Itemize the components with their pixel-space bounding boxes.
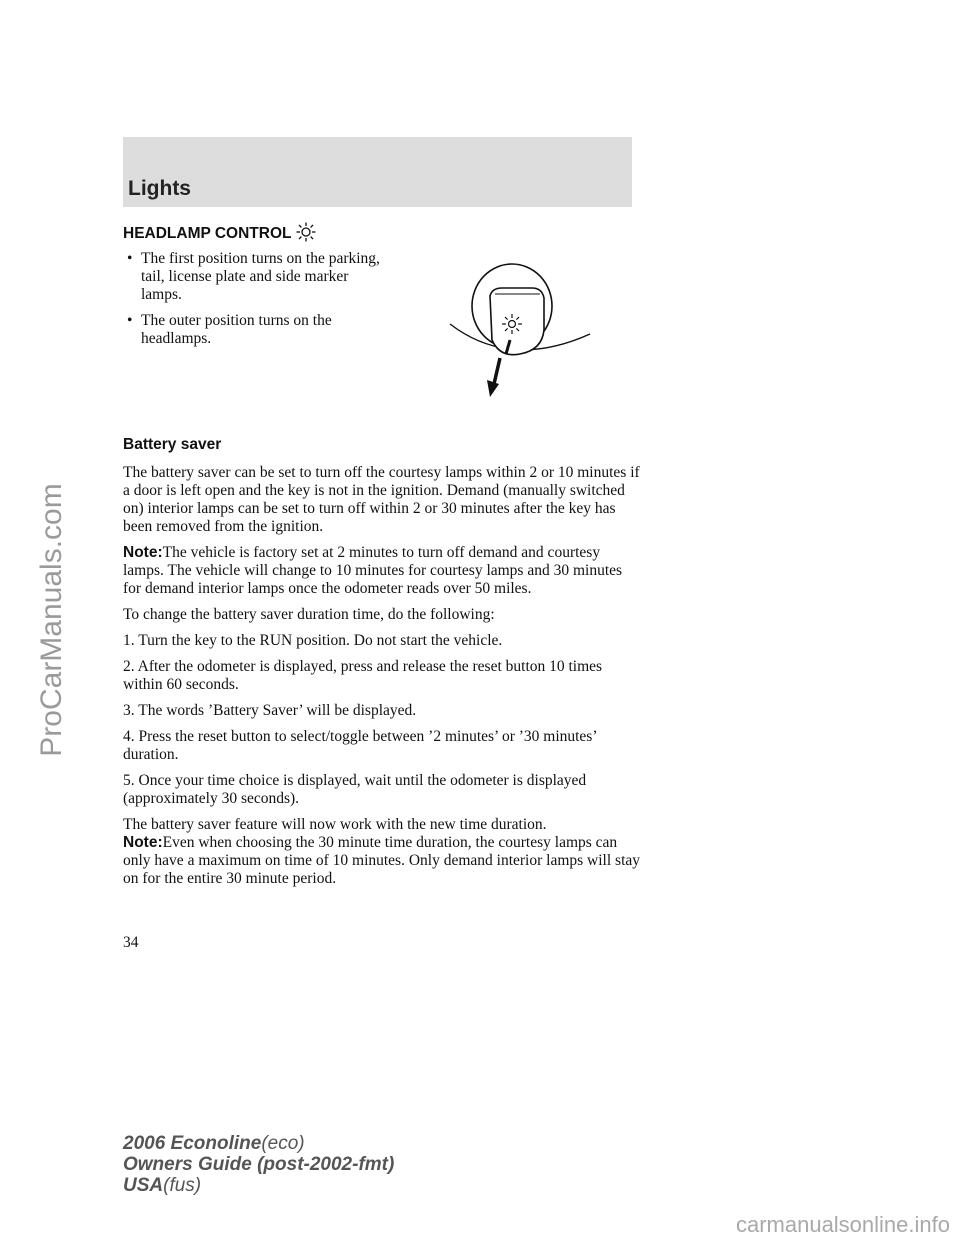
note-label: Note: [123,544,163,561]
bullet-item [123,312,383,348]
headlamp-bullet-list [123,250,383,356]
site-watermark: carmanualsonline.info [735,1212,950,1237]
note-paragraph [123,834,643,888]
step-item: 3. The words ’Battery Saver’ will be displayed. [123,702,417,719]
bullet-marker: • [127,312,133,329]
side-watermark: ProCarManuals.com [35,483,68,757]
battery-saver-heading: Battery saver [123,436,222,453]
step-item: 5. Once your time choice is displayed, wait until the odometer is displayed (approximately 30 seconds). [123,772,587,807]
footer-region-code: (fus) [163,1175,202,1196]
switch-knob-face [490,288,544,355]
arrow-head [487,380,499,397]
header-band [123,137,632,207]
page-number: 34 [123,934,139,951]
closing-sentence: The battery saver feature will now work with the new time duration. [123,816,547,833]
footer-model: 2006 Econoline [123,1133,262,1154]
bullet-text: The first position turns on the parking, tail, license plate and side marker lamps. [141,250,380,303]
page-section-title: Lights [128,177,191,200]
note-text: Even when choosing the 30 minute time duration, the courtesy lamps can only have a maximum on time of 10 minutes. Only demand interior lamps will stay on for the entire 30 minute period. [123,834,641,887]
battery-saver-body [123,464,643,896]
steps-intro: To change the battery saver duration time, do the following: [123,606,495,623]
footer-region: USA [123,1175,164,1196]
footer-model-code: (eco) [261,1133,305,1154]
bullet-text: The outer position turns on the headlamps. [141,312,332,347]
step-item: 2. After the odometer is displayed, press and release the reset button 10 times within 60 seconds. [123,658,603,693]
headlamp-control-heading: HEADLAMP CONTROL [123,225,292,242]
step-item: 4. Press the reset button to select/toggle between ’2 minutes’ or ’30 minutes’ duration. [123,728,597,763]
battery-saver-intro: The battery saver can be set to turn off the courtesy lamps within 2 or 10 minutes if a door is left open and the key is not in the ignition. Demand (manually switched on) interior lamps can be set to turn off within 2 or 30 minutes after the key has been removed from the ignition. [123,464,640,535]
bullet-marker: • [127,250,133,267]
step-item: 1. Turn the key to the RUN position. Do not start the vehicle. [123,632,503,649]
sun-icon [296,222,316,242]
bullet-item [123,250,383,304]
arrow-down-icon [494,358,500,384]
note-paragraph [123,544,643,598]
document-footer [123,1133,394,1196]
headlamp-switch-diagram [440,250,620,400]
footer-guide: Owners Guide (post-2002-fmt) [123,1154,395,1175]
note-text: The vehicle is factory set at 2 minutes to turn off demand and courtesy lamps. The vehicle will change to 10 minutes for courtesy lamps and 30 minutes for demand interior lamps once the odometer reads over 50 miles. [123,544,623,597]
note-label: Note: [123,834,163,851]
